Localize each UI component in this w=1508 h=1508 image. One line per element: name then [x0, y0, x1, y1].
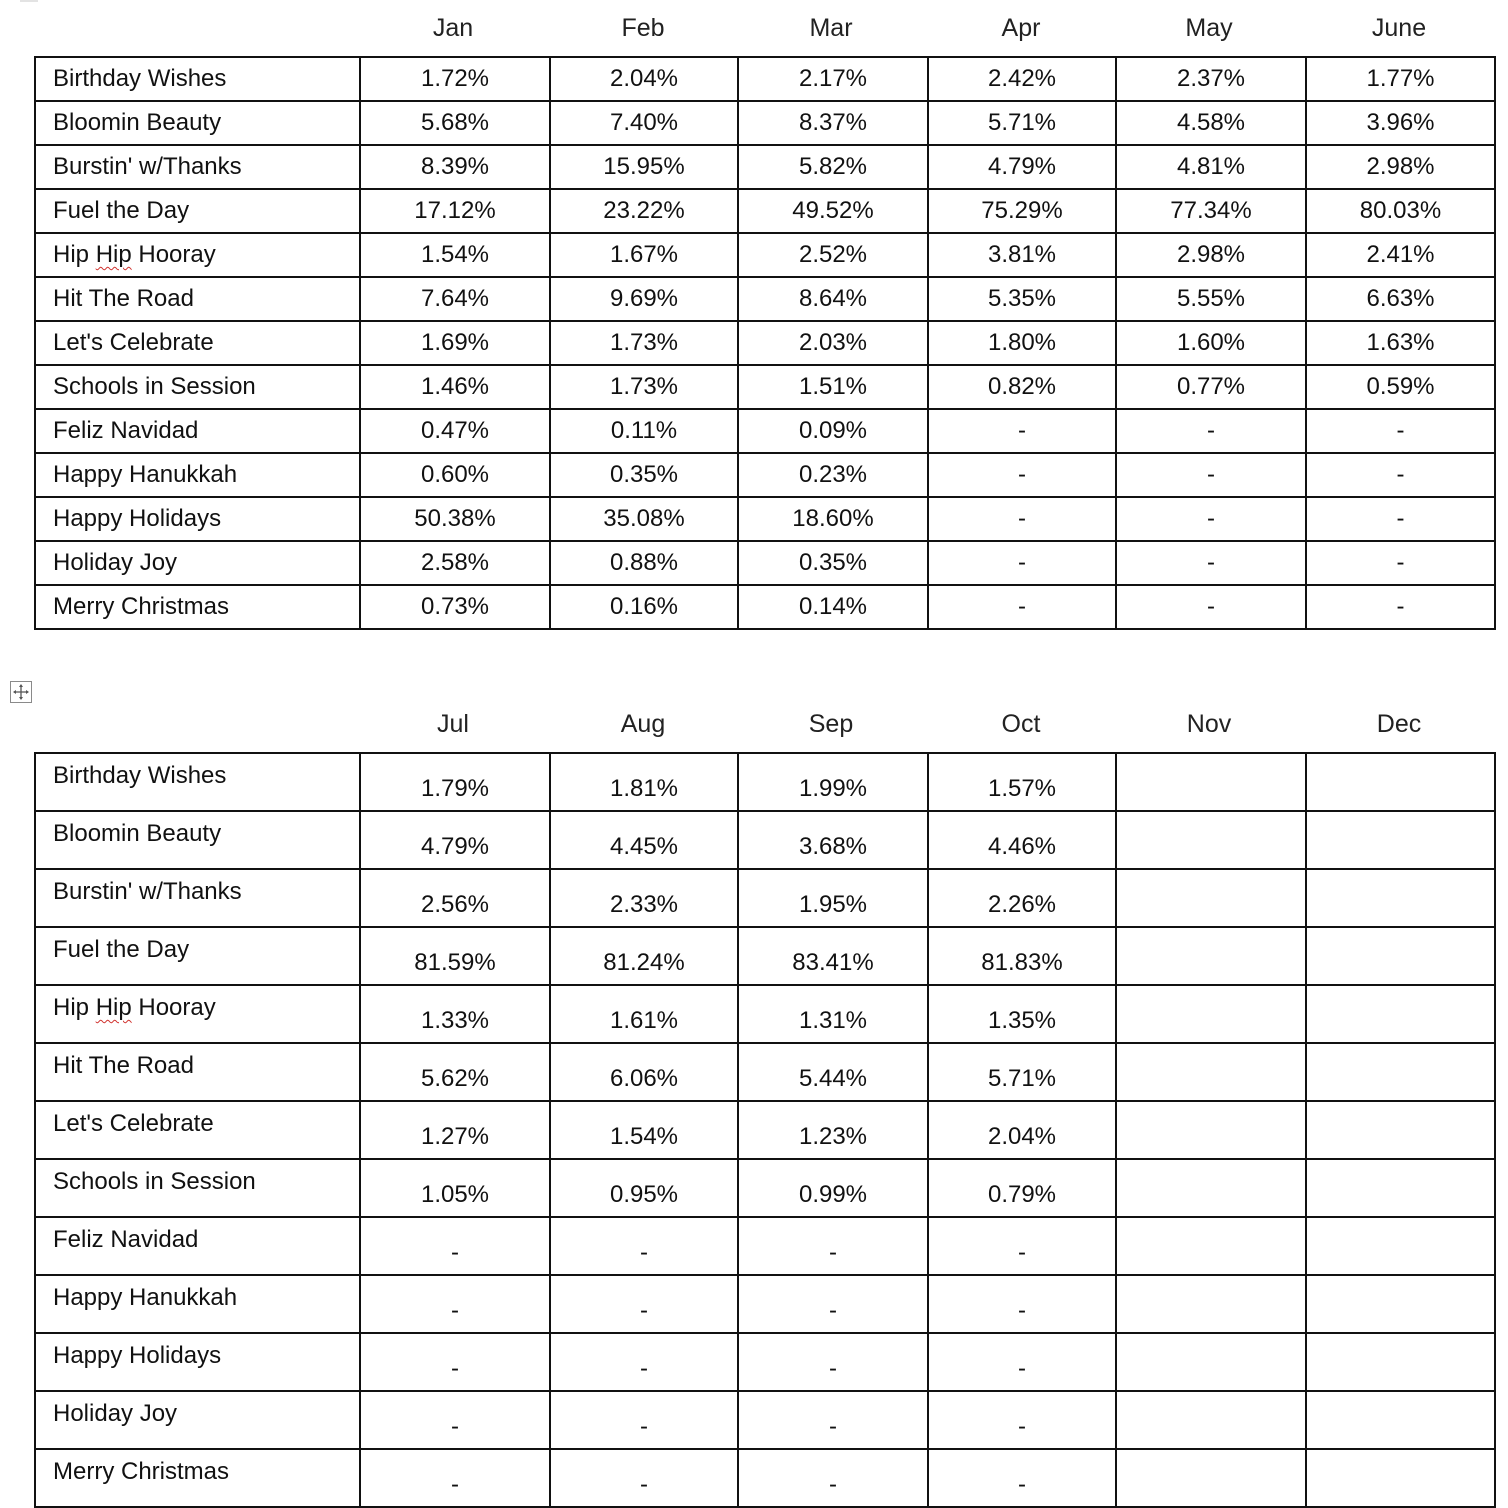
value-cell[interactable]: 1.99%: [738, 753, 928, 811]
value-cell[interactable]: -: [1116, 541, 1306, 585]
value-cell[interactable]: -: [360, 1217, 550, 1275]
value-cell[interactable]: 5.44%: [738, 1043, 928, 1101]
row-label-cell[interactable]: [35, 985, 360, 1043]
row-label: Birthday Wishes: [53, 65, 227, 92]
value-cell[interactable]: 2.04%: [928, 1101, 1116, 1159]
value-cell[interactable]: [1306, 1275, 1495, 1333]
value-cell[interactable]: 1.57%: [928, 753, 1116, 811]
value-cell[interactable]: -: [928, 1449, 1116, 1507]
value-cell[interactable]: 1.54%: [360, 233, 550, 277]
value-cell[interactable]: [1116, 927, 1306, 985]
value-cell[interactable]: 77.34%: [1116, 189, 1306, 233]
value-cell[interactable]: -: [1116, 585, 1306, 629]
row-label: Burstin' w/Thanks: [53, 153, 242, 180]
value-cell[interactable]: 1.79%: [360, 753, 550, 811]
value-cell[interactable]: 23.22%: [550, 189, 738, 233]
row-label-cell[interactable]: [35, 1333, 360, 1391]
month-header: Dec: [1376, 710, 1422, 738]
value-cell[interactable]: 83.41%: [738, 927, 928, 985]
value-cell[interactable]: 3.96%: [1306, 101, 1495, 145]
value-cell[interactable]: 8.39%: [360, 145, 550, 189]
value-cell[interactable]: -: [738, 1449, 928, 1507]
value-cell[interactable]: -: [1306, 585, 1495, 629]
value-cell[interactable]: 5.82%: [738, 145, 928, 189]
value-cell[interactable]: 2.98%: [1306, 145, 1495, 189]
table-row: [35, 277, 1495, 321]
row-label-cell[interactable]: [35, 1449, 360, 1507]
row-label-cell[interactable]: [35, 409, 360, 453]
table-row: [35, 189, 1495, 233]
value-cell[interactable]: -: [1116, 497, 1306, 541]
value-cell[interactable]: -: [928, 1391, 1116, 1449]
value-cell[interactable]: 50.38%: [360, 497, 550, 541]
value-cell[interactable]: 75.29%: [928, 189, 1116, 233]
month-header: Feb: [621, 14, 665, 42]
table-row: [35, 453, 1495, 497]
value-cell[interactable]: 1.60%: [1116, 321, 1306, 365]
row-label: Let's Celebrate: [53, 1110, 214, 1137]
table-row: [35, 1043, 1495, 1101]
value-cell[interactable]: 1.72%: [360, 57, 550, 101]
row-label: Merry Christmas: [53, 1458, 230, 1485]
value-cell[interactable]: 4.79%: [928, 145, 1116, 189]
value-cell[interactable]: 2.03%: [738, 321, 928, 365]
table-row: [35, 321, 1495, 365]
value-cell[interactable]: 81.24%: [550, 927, 738, 985]
row-label: Merry Christmas: [53, 593, 230, 620]
row-label: Schools in Session: [53, 373, 256, 400]
value-cell[interactable]: 15.95%: [550, 145, 738, 189]
row-label: Hit The Road: [53, 285, 194, 312]
table-row: [35, 1159, 1495, 1217]
value-cell[interactable]: -: [928, 1217, 1116, 1275]
value-cell[interactable]: -: [738, 1391, 928, 1449]
value-cell[interactable]: 1.67%: [550, 233, 738, 277]
row-label: Burstin' w/Thanks: [53, 878, 242, 905]
value-cell[interactable]: [1116, 1275, 1306, 1333]
value-cell[interactable]: 0.09%: [738, 409, 928, 453]
table-row: [35, 869, 1495, 927]
value-cell[interactable]: 0.35%: [738, 541, 928, 585]
value-cell[interactable]: [1306, 1101, 1495, 1159]
table-row: [35, 365, 1495, 409]
month-header: Nov: [1186, 710, 1232, 738]
value-cell[interactable]: 5.62%: [360, 1043, 550, 1101]
value-cell[interactable]: 0.73%: [360, 585, 550, 629]
value-cell[interactable]: 1.05%: [360, 1159, 550, 1217]
value-cell[interactable]: 0.79%: [928, 1159, 1116, 1217]
table-row: [35, 541, 1495, 585]
value-cell[interactable]: 1.80%: [928, 321, 1116, 365]
value-cell[interactable]: [1116, 869, 1306, 927]
value-cell[interactable]: 0.95%: [550, 1159, 738, 1217]
value-cell[interactable]: 5.35%: [928, 277, 1116, 321]
value-cell[interactable]: -: [928, 585, 1116, 629]
table-row: [35, 233, 1495, 277]
row-label: Happy Holidays: [53, 505, 222, 532]
row-label-cell[interactable]: [35, 541, 360, 585]
row-label-cell[interactable]: [35, 927, 360, 985]
value-cell[interactable]: 1.27%: [360, 1101, 550, 1159]
month-header: Sep: [808, 710, 854, 738]
value-cell[interactable]: [1116, 1101, 1306, 1159]
value-cell[interactable]: [1116, 1159, 1306, 1217]
value-cell[interactable]: 1.23%: [738, 1101, 928, 1159]
table-jul-dec: [34, 696, 1494, 1508]
row-label-cell[interactable]: [35, 233, 360, 277]
table-row: [35, 1217, 1495, 1275]
value-cell[interactable]: -: [360, 1391, 550, 1449]
value-cell[interactable]: -: [1306, 453, 1495, 497]
row-label: Happy Holidays: [53, 1342, 222, 1369]
table-row: [35, 57, 1495, 101]
value-cell[interactable]: 1.54%: [550, 1101, 738, 1159]
value-cell[interactable]: -: [550, 1333, 738, 1391]
month-header: Jul: [437, 710, 469, 738]
row-label-cell[interactable]: [35, 101, 360, 145]
row-label-cell[interactable]: [35, 585, 360, 629]
value-cell[interactable]: [1306, 1043, 1495, 1101]
value-cell[interactable]: 17.12%: [360, 189, 550, 233]
value-cell[interactable]: -: [928, 453, 1116, 497]
table-row: [35, 409, 1495, 453]
data-table: [34, 752, 1496, 1508]
row-label-cell[interactable]: [35, 753, 360, 811]
value-cell[interactable]: -: [928, 497, 1116, 541]
row-label: Holiday Joy: [53, 549, 178, 576]
value-cell[interactable]: 3.68%: [738, 811, 928, 869]
row-label-cell[interactable]: [35, 189, 360, 233]
row-label-cell[interactable]: [35, 1217, 360, 1275]
value-cell[interactable]: -: [360, 1333, 550, 1391]
table-row: [35, 811, 1495, 869]
row-label: Hip Hip Hooray: [53, 241, 216, 268]
table-row: [35, 753, 1495, 811]
value-cell[interactable]: 0.82%: [928, 365, 1116, 409]
value-cell[interactable]: [1116, 1333, 1306, 1391]
table-jan-june: [34, 0, 1494, 630]
value-cell[interactable]: 1.81%: [550, 753, 738, 811]
row-label: Hip Hip Hooray: [53, 994, 216, 1021]
value-cell[interactable]: 2.33%: [550, 869, 738, 927]
table-row: [35, 1275, 1495, 1333]
month-header-row: [34, 696, 1494, 752]
table-row: [35, 497, 1495, 541]
row-label: Happy Hanukkah: [53, 461, 238, 488]
month-header: Aug: [620, 710, 666, 738]
value-cell[interactable]: 7.40%: [550, 101, 738, 145]
value-cell[interactable]: -: [1306, 497, 1495, 541]
row-label: Feliz Navidad: [53, 417, 199, 444]
value-cell[interactable]: 49.52%: [738, 189, 928, 233]
value-cell[interactable]: [1306, 1391, 1495, 1449]
month-header: Mar: [809, 14, 853, 42]
month-header-row: [34, 0, 1494, 56]
row-label-cell[interactable]: [35, 869, 360, 927]
row-label-cell[interactable]: [35, 1275, 360, 1333]
row-label-cell[interactable]: [35, 497, 360, 541]
value-cell[interactable]: 8.37%: [738, 101, 928, 145]
value-cell[interactable]: [1306, 927, 1495, 985]
value-cell[interactable]: -: [1116, 409, 1306, 453]
value-cell[interactable]: 8.64%: [738, 277, 928, 321]
value-cell[interactable]: -: [738, 1217, 928, 1275]
row-label: Holiday Joy: [53, 1400, 178, 1427]
value-cell[interactable]: 1.31%: [738, 985, 928, 1043]
row-label: Fuel the Day: [53, 936, 190, 963]
value-cell[interactable]: 7.64%: [360, 277, 550, 321]
row-label-cell[interactable]: [35, 1101, 360, 1159]
table-row: [35, 101, 1495, 145]
value-cell[interactable]: [1116, 1449, 1306, 1507]
value-cell[interactable]: 2.41%: [1306, 233, 1495, 277]
month-header: Jan: [432, 14, 474, 42]
value-cell[interactable]: 0.60%: [360, 453, 550, 497]
value-cell[interactable]: 5.71%: [928, 1043, 1116, 1101]
value-cell[interactable]: [1116, 811, 1306, 869]
value-cell[interactable]: 4.45%: [550, 811, 738, 869]
value-cell[interactable]: 0.23%: [738, 453, 928, 497]
value-cell[interactable]: [1306, 985, 1495, 1043]
value-cell[interactable]: -: [360, 1449, 550, 1507]
row-label-cell[interactable]: [35, 145, 360, 189]
value-cell[interactable]: -: [550, 1275, 738, 1333]
value-cell[interactable]: 2.56%: [360, 869, 550, 927]
row-label: Bloomin Beauty: [53, 109, 222, 136]
month-header: Apr: [1001, 14, 1041, 42]
value-cell[interactable]: -: [928, 1333, 1116, 1391]
table-row: [35, 145, 1495, 189]
row-label-cell[interactable]: [35, 1043, 360, 1101]
value-cell[interactable]: -: [550, 1449, 738, 1507]
value-cell[interactable]: -: [550, 1391, 738, 1449]
value-cell[interactable]: 81.83%: [928, 927, 1116, 985]
table-row: [35, 927, 1495, 985]
value-cell[interactable]: [1306, 869, 1495, 927]
value-cell[interactable]: 2.17%: [738, 57, 928, 101]
row-label-cell[interactable]: [35, 811, 360, 869]
value-cell[interactable]: [1116, 1391, 1306, 1449]
value-cell[interactable]: 1.77%: [1306, 57, 1495, 101]
value-cell[interactable]: [1306, 1449, 1495, 1507]
table-row: [35, 1449, 1495, 1507]
value-cell[interactable]: 1.33%: [360, 985, 550, 1043]
row-label: Bloomin Beauty: [53, 820, 222, 847]
value-cell[interactable]: [1306, 811, 1495, 869]
data-table: [34, 56, 1496, 630]
value-cell[interactable]: 0.99%: [738, 1159, 928, 1217]
value-cell[interactable]: 1.63%: [1306, 321, 1495, 365]
value-cell[interactable]: 35.08%: [550, 497, 738, 541]
row-label: Feliz Navidad: [53, 1226, 199, 1253]
row-label: Birthday Wishes: [53, 762, 227, 789]
table-row: [35, 1333, 1495, 1391]
value-cell[interactable]: -: [928, 409, 1116, 453]
value-cell[interactable]: 5.71%: [928, 101, 1116, 145]
value-cell[interactable]: -: [928, 541, 1116, 585]
value-cell[interactable]: 1.73%: [550, 365, 738, 409]
value-cell[interactable]: 2.37%: [1116, 57, 1306, 101]
value-cell[interactable]: 4.79%: [360, 811, 550, 869]
value-cell[interactable]: 0.16%: [550, 585, 738, 629]
row-label: Schools in Session: [53, 1168, 256, 1195]
value-cell[interactable]: 2.42%: [928, 57, 1116, 101]
table-row: [35, 1391, 1495, 1449]
value-cell[interactable]: 5.55%: [1116, 277, 1306, 321]
value-cell[interactable]: 4.58%: [1116, 101, 1306, 145]
row-label-cell[interactable]: [35, 321, 360, 365]
value-cell[interactable]: 81.59%: [360, 927, 550, 985]
value-cell[interactable]: 2.98%: [1116, 233, 1306, 277]
value-cell[interactable]: 5.68%: [360, 101, 550, 145]
value-cell[interactable]: [1116, 985, 1306, 1043]
value-cell[interactable]: 1.35%: [928, 985, 1116, 1043]
month-header: June: [1371, 14, 1427, 42]
value-cell[interactable]: 1.95%: [738, 869, 928, 927]
value-cell[interactable]: -: [1306, 409, 1495, 453]
row-label-cell[interactable]: [35, 1391, 360, 1449]
row-label-cell[interactable]: [35, 453, 360, 497]
value-cell[interactable]: 6.63%: [1306, 277, 1495, 321]
value-cell[interactable]: 0.47%: [360, 409, 550, 453]
value-cell[interactable]: [1116, 1043, 1306, 1101]
value-cell[interactable]: 2.58%: [360, 541, 550, 585]
value-cell[interactable]: [1306, 753, 1495, 811]
table-row: [35, 585, 1495, 629]
row-label-cell[interactable]: [35, 277, 360, 321]
value-cell[interactable]: -: [360, 1275, 550, 1333]
row-label-cell[interactable]: [35, 365, 360, 409]
value-cell[interactable]: 1.51%: [738, 365, 928, 409]
value-cell[interactable]: -: [928, 1275, 1116, 1333]
value-cell[interactable]: -: [738, 1275, 928, 1333]
value-cell[interactable]: 3.81%: [928, 233, 1116, 277]
table-row: [35, 1101, 1495, 1159]
value-cell[interactable]: [1306, 1333, 1495, 1391]
row-label: Fuel the Day: [53, 197, 190, 224]
row-label-cell[interactable]: [35, 57, 360, 101]
value-cell[interactable]: [1116, 753, 1306, 811]
value-cell[interactable]: -: [1306, 541, 1495, 585]
value-cell[interactable]: 9.69%: [550, 277, 738, 321]
row-label: Happy Hanukkah: [53, 1284, 238, 1311]
table-row: [35, 985, 1495, 1043]
value-cell[interactable]: [1116, 1217, 1306, 1275]
month-header: Oct: [1001, 710, 1041, 738]
spellcheck-word: Hip: [95, 994, 132, 1021]
value-cell[interactable]: [1306, 1217, 1495, 1275]
value-cell[interactable]: 80.03%: [1306, 189, 1495, 233]
value-cell[interactable]: 0.88%: [550, 541, 738, 585]
table-move-handle-icon[interactable]: [10, 681, 32, 703]
value-cell[interactable]: [1306, 1159, 1495, 1217]
value-cell[interactable]: -: [738, 1333, 928, 1391]
value-cell[interactable]: 6.06%: [550, 1043, 738, 1101]
value-cell[interactable]: 4.81%: [1116, 145, 1306, 189]
value-cell[interactable]: 0.77%: [1116, 365, 1306, 409]
row-label: Let's Celebrate: [53, 329, 214, 356]
value-cell[interactable]: 2.04%: [550, 57, 738, 101]
value-cell[interactable]: 2.52%: [738, 233, 928, 277]
value-cell[interactable]: 1.61%: [550, 985, 738, 1043]
value-cell[interactable]: 2.26%: [928, 869, 1116, 927]
spellcheck-word: Hip: [95, 241, 132, 268]
row-label-cell[interactable]: [35, 1159, 360, 1217]
row-label: Hit The Road: [53, 1052, 194, 1079]
value-cell[interactable]: 1.46%: [360, 365, 550, 409]
value-cell[interactable]: 0.11%: [550, 409, 738, 453]
value-cell[interactable]: 0.14%: [738, 585, 928, 629]
value-cell[interactable]: -: [550, 1217, 738, 1275]
value-cell[interactable]: 1.69%: [360, 321, 550, 365]
value-cell[interactable]: 0.59%: [1306, 365, 1495, 409]
value-cell[interactable]: 1.73%: [550, 321, 738, 365]
value-cell[interactable]: 18.60%: [738, 497, 928, 541]
value-cell[interactable]: -: [1116, 453, 1306, 497]
value-cell[interactable]: 0.35%: [550, 453, 738, 497]
value-cell[interactable]: 4.46%: [928, 811, 1116, 869]
month-header: May: [1185, 14, 1233, 42]
